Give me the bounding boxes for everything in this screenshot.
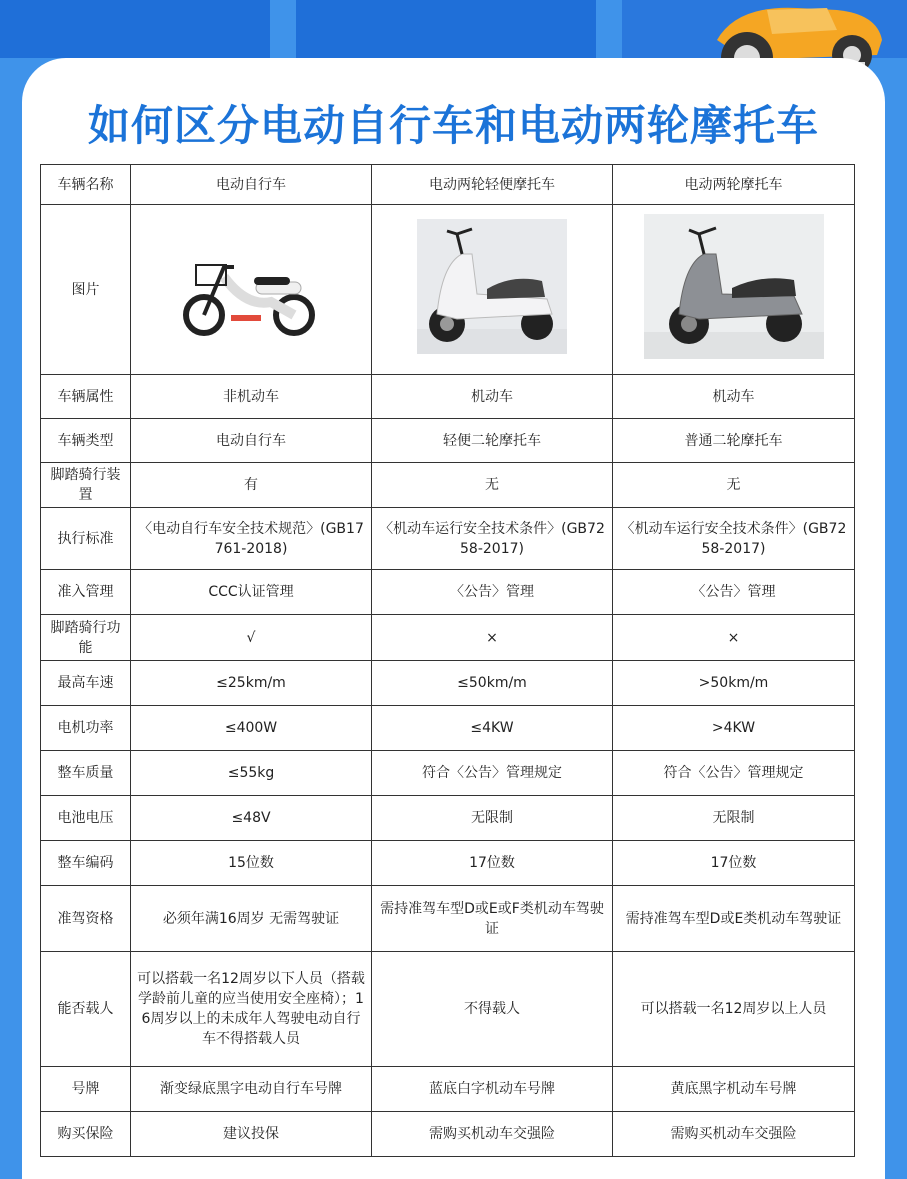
table-row (41, 841, 855, 886)
cell-light-motorcycle: ≤4KW (372, 706, 613, 751)
cell-bicycle: 非机动车 (131, 375, 372, 419)
row-label: 准入管理 (41, 570, 131, 615)
table-row (41, 796, 855, 841)
page-title: 如何区分电动自行车和电动两轮摩托车 (87, 101, 819, 150)
table-row (41, 751, 855, 796)
row-label: 购买保险 (41, 1112, 131, 1157)
cell-motorcycle: 可以搭载一名12周岁以上人员 (613, 952, 855, 1067)
table-row (41, 886, 855, 952)
cell-motorcycle: >50km/m (613, 661, 855, 706)
cell-light-motorcycle: 需购买机动车交强险 (372, 1112, 613, 1157)
cell-motorcycle: × (613, 615, 855, 661)
cell-bicycle: ≤48V (131, 796, 372, 841)
cell-bicycle: CCC认证管理 (131, 570, 372, 615)
cell-light-motorcycle: 无限制 (372, 796, 613, 841)
row-label: 整车编码 (41, 841, 131, 886)
row-label: 号牌 (41, 1067, 131, 1112)
header-banner-left (0, 0, 270, 58)
cell-light-motorcycle: 轻便二轮摩托车 (372, 419, 613, 463)
cell-motorcycle: 机动车 (613, 375, 855, 419)
cell-bicycle: 渐变绿底黑字电动自行车号牌 (131, 1067, 372, 1112)
table-row (41, 508, 855, 570)
row-label: 能否载人 (41, 952, 131, 1067)
row-label: 脚踏骑行功能 (41, 615, 131, 661)
cell-bicycle: ≤25km/m (131, 661, 372, 706)
cell-light-motorcycle: 无 (372, 463, 613, 508)
table-row (41, 375, 855, 419)
column-header-motorcycle: 电动两轮摩托车 (613, 165, 855, 205)
cell-light-motorcycle: × (372, 615, 613, 661)
row-label: 电池电压 (41, 796, 131, 841)
electric-motorcycle-photo (644, 214, 824, 359)
cell-light-motorcycle: 〈机动车运行安全技术条件〉(GB7258-2017) (372, 508, 613, 570)
cell-bicycle: √ (131, 615, 372, 661)
cell-bicycle: 建议投保 (131, 1112, 372, 1157)
cell-motorcycle: 需购买机动车交强险 (613, 1112, 855, 1157)
comparison-table (40, 164, 855, 1157)
table-row (41, 706, 855, 751)
cell-motorcycle: 〈公告〉管理 (613, 570, 855, 615)
row-label: 车辆属性 (41, 375, 131, 419)
table-row (41, 615, 855, 661)
cell-bicycle: ≤400W (131, 706, 372, 751)
cell-bicycle: ≤55kg (131, 751, 372, 796)
cell-light-motorcycle: 符合〈公告〉管理规定 (372, 751, 613, 796)
cell-motorcycle: 17位数 (613, 841, 855, 886)
cell-motorcycle: 黄底黑字机动车号牌 (613, 1067, 855, 1112)
cell-bicycle: 〈电动自行车安全技术规范〉(GB17761-2018) (131, 508, 372, 570)
cell-bicycle: 必须年满16周岁 无需驾驶证 (131, 886, 372, 952)
column-header-bicycle: 电动自行车 (131, 165, 372, 205)
electric-light-motorcycle-photo (417, 219, 567, 354)
cell-light-motorcycle: 不得载人 (372, 952, 613, 1067)
column-header-light-motorcycle: 电动两轮轻便摩托车 (372, 165, 613, 205)
table-row (41, 952, 855, 1067)
header-label: 车辆名称 (41, 165, 131, 205)
row-label: 电机功率 (41, 706, 131, 751)
table-header-row (41, 165, 855, 205)
table-row (41, 1112, 855, 1157)
cell-light-motorcycle: ≤50km/m (372, 661, 613, 706)
cell-motorcycle: 符合〈公告〉管理规定 (613, 751, 855, 796)
cell-light-motorcycle: 蓝底白字机动车号牌 (372, 1067, 613, 1112)
header-banner-center (296, 0, 596, 58)
table-row (41, 661, 855, 706)
table-row (41, 419, 855, 463)
row-label: 整车质量 (41, 751, 131, 796)
cell-light-motorcycle: 〈公告〉管理 (372, 570, 613, 615)
cell-light-motorcycle: 17位数 (372, 841, 613, 886)
cell-bicycle: 15位数 (131, 841, 372, 886)
cell-light-motorcycle: 需持准驾车型D或E或F类机动车驾驶证 (372, 886, 613, 952)
cell-motorcycle: 需持准驾车型D或E类机动车驾驶证 (613, 886, 855, 952)
cell-motorcycle: 普通二轮摩托车 (613, 419, 855, 463)
table-row (41, 570, 855, 615)
cell-motorcycle: >4KW (613, 706, 855, 751)
row-label: 脚踏骑行装置 (41, 463, 131, 508)
cell-bicycle: 有 (131, 463, 372, 508)
row-label: 准驾资格 (41, 886, 131, 952)
row-label: 最高车速 (41, 661, 131, 706)
cell-motorcycle: 〈机动车运行安全技术条件〉(GB7258-2017) (613, 508, 855, 570)
cell-light-motorcycle: 机动车 (372, 375, 613, 419)
table-row (41, 463, 855, 508)
cell-bicycle: 电动自行车 (131, 419, 372, 463)
row-label: 车辆类型 (41, 419, 131, 463)
image-row-label: 图片 (41, 205, 131, 375)
cell-motorcycle: 无 (613, 463, 855, 508)
row-label: 执行标准 (41, 508, 131, 570)
cell-motorcycle: 无限制 (613, 796, 855, 841)
electric-bicycle-photo (176, 237, 326, 337)
cell-bicycle: 可以搭载一名12周岁以下人员（搭载学龄前儿童的应当使用安全座椅）；16周岁以上的未成年人驾驶电动自行车不得搭载人员 (131, 952, 372, 1067)
image-row (41, 205, 855, 375)
table-row (41, 1067, 855, 1112)
